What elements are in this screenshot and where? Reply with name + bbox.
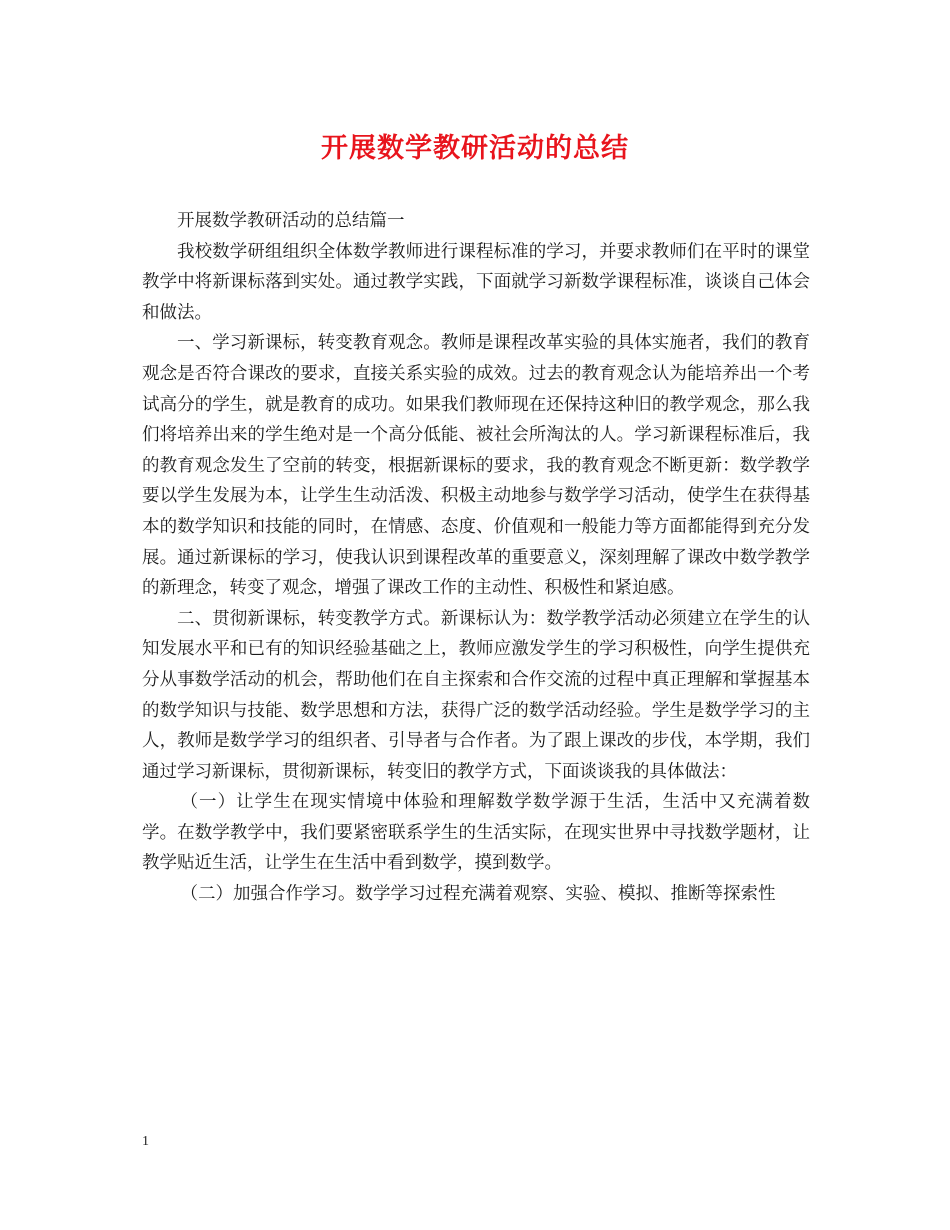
- paragraph-subsection-one: （一）让学生在现实情境中体验和理解数学数学源于生活，生活中又充满着数学。在数学教学中，我们要紧密联系学生的生活实际，在现实世界中寻找数学题材，让教学贴近生活，让学生在生活中看到数学，摸到数学。: [142, 792, 810, 874]
- paragraph-section-one: 一、学习新课标，转变教育观念。教师是课程改革实验的具体实施者，我们的教育观念是否符合课改的要求，直接关系实验的成效。过去的教育观念认为能培养出一个考试高分的学生，就是教育的成功。如果我们教师现在还保持这种旧的教学观念，那么我们将培养出来的学生绝对是一个高分低能、被社会所淘汰的人。学习新课程标准后，我的教育观念发生了空前的转变，根据新课标的要求，我的教育观念不断更新：数学教学要以学生发展为本，让学生生动活泼、积极主动地参与数学学习活动，使学生在获得基本的数学知识和技能的同时，在情感、态度、价值观和一般能力等方面都能得到充分发展。通过新课标的学习，使我认识到课程改革的重要意义，深刻理解了课改中数学教学的新理念，转变了观念，增强了课改工作的主动性、积极性和紧迫感。: [142, 333, 810, 599]
- document-body: [142, 206, 810, 910]
- page-number: 1: [142, 1134, 149, 1149]
- paragraph-subsection-two: （二）加强合作学习。数学学习过程充满着观察、实验、模拟、推断等探索性: [180, 884, 776, 905]
- document-title: 开展数学教研活动的总结: [321, 133, 629, 164]
- paragraph-section-two: 二、贯彻新课标，转变教学方式。新课标认为：数学教学活动必须建立在学生的认知发展水平和已有的知识经验基础之上，教师应激发学生的学习积极性，向学生提供充分从事数学活动的机会，帮助他们在自主探索和合作交流的过程中真正理解和掌握基本的数学知识与技能、数学思想和方法，获得广泛的数学活动经验。学生是数学学习的主人，教师是数学学习的组织者、引导者与合作者。为了跟上课改的步伐，本学期，我们通过学习新课标，贯彻新课标，转变旧的教学方式，下面谈谈我的具体做法：: [142, 608, 810, 782]
- paragraph-intro: 我校数学研组组织全体数学教师进行课程标准的学习，并要求教师们在平时的课堂教学中将新课标落到实处。通过教学实践，下面就学习新数学课程标准，谈谈自己体会和做法。: [142, 241, 810, 323]
- section-subheading: 开展数学教研活动的总结篇一: [177, 211, 405, 231]
